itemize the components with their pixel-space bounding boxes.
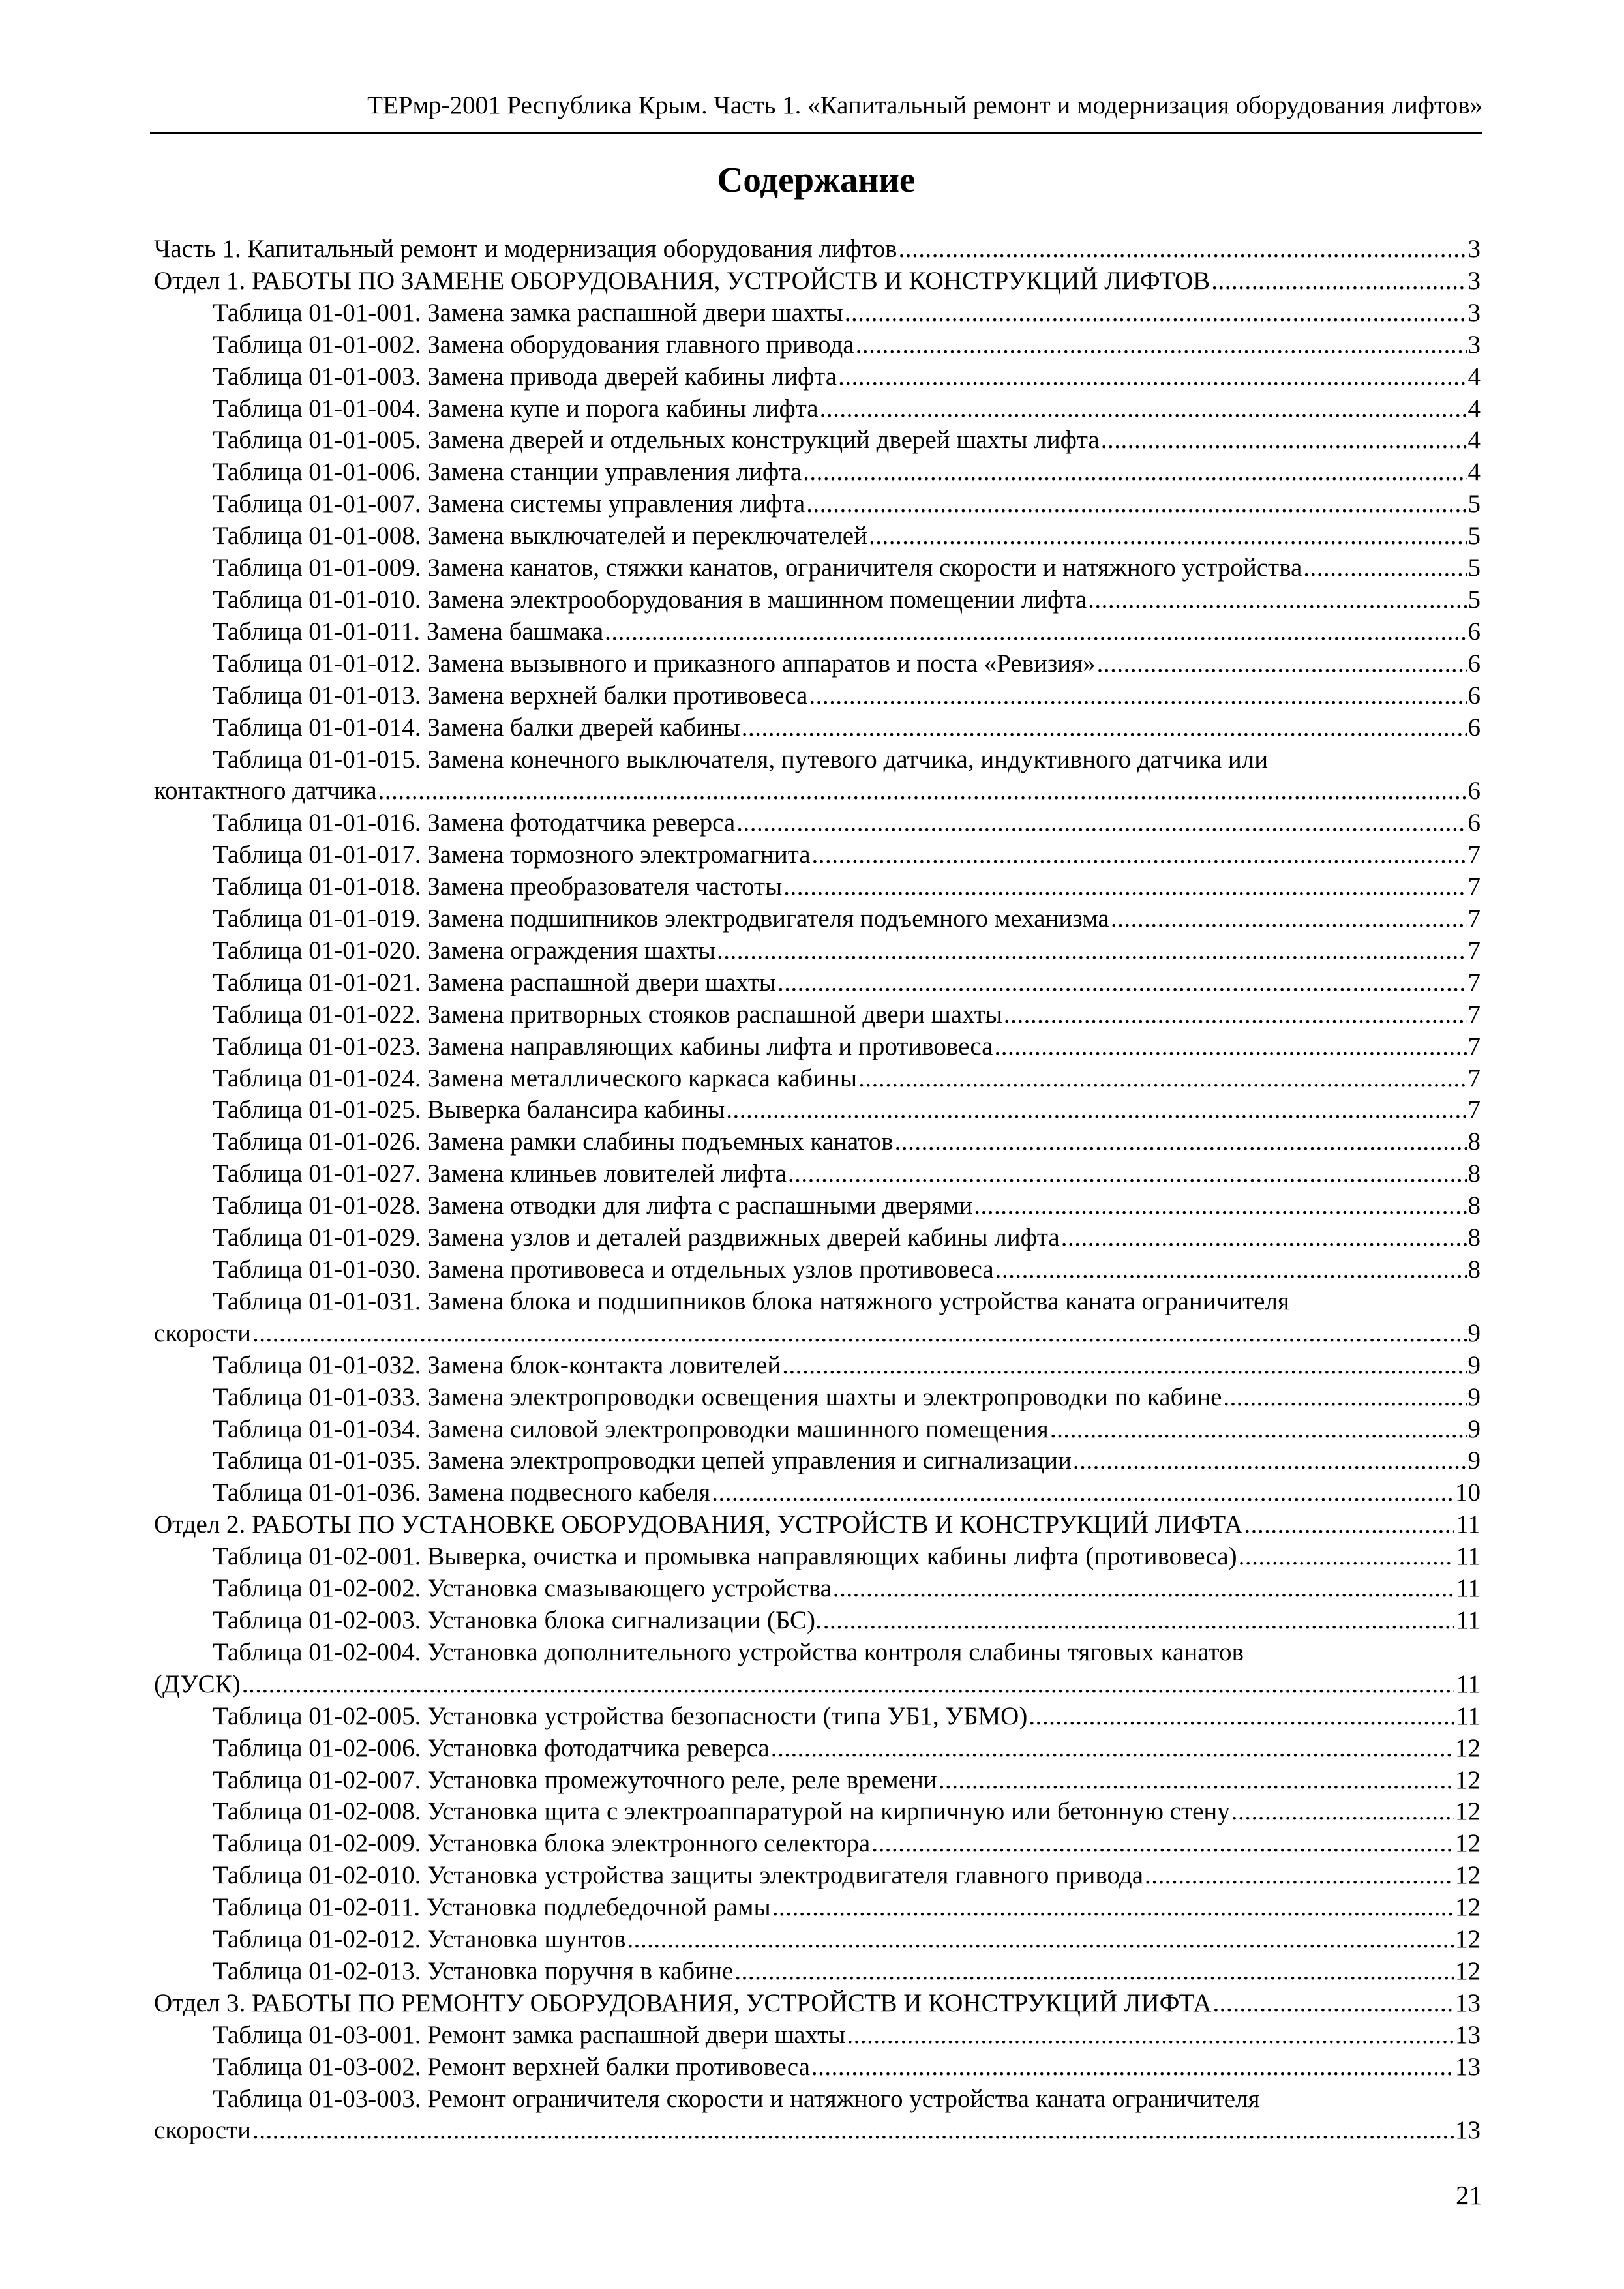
toc-page-number: 12 — [1455, 1765, 1481, 1794]
dot-leader — [782, 1350, 1466, 1382]
toc-table-entry[interactable] — [154, 2084, 1481, 2147]
toc-table-entry[interactable] — [154, 329, 1481, 361]
toc-table-entry[interactable] — [154, 393, 1481, 425]
dot-leader — [820, 393, 1467, 425]
toc-entry-title: Таблица 01-01-016. Замена фотодатчика реверса — [213, 809, 736, 837]
toc-entry-title: Таблица 01-01-028. Замена отводки для лифта с распашными дверями — [213, 1191, 973, 1220]
dot-leader — [838, 361, 1466, 393]
header-rule — [150, 132, 1482, 134]
toc-page-number: 7 — [1467, 841, 1481, 869]
toc-table-entry[interactable] — [154, 1477, 1481, 1509]
toc-table-entry[interactable] — [154, 2052, 1481, 2084]
toc-entry-title: Таблица 01-01-024. Замена металлического каркаса кабины — [213, 1064, 858, 1092]
toc-entry-title: Таблица 01-02-009. Установка блока электронного селектора — [213, 1829, 871, 1858]
toc-page-number: 7 — [1467, 1064, 1481, 1092]
toc-page-number: 6 — [1467, 649, 1481, 678]
toc-table-entry[interactable] — [154, 1924, 1481, 1956]
table-of-contents — [154, 233, 1481, 2147]
dot-leader — [869, 520, 1467, 552]
toc-page-number: 8 — [1467, 1128, 1481, 1156]
toc-table-entry[interactable] — [154, 297, 1481, 329]
toc-entry-title: Отдел 1. РАБОТЫ ПО ЗАМЕНЕ ОБОРУДОВАНИЯ, УСТРОЙСТВ И КОНСТРУКЦИЙ ЛИФТОВ — [154, 266, 1210, 295]
toc-page-number: 12 — [1455, 1733, 1481, 1762]
toc-page-number: 9 — [1467, 1414, 1481, 1443]
toc-page-number: 11 — [1456, 1542, 1481, 1571]
toc-table-entry[interactable] — [154, 1094, 1481, 1126]
toc-entry-title: Таблица 01-01-019. Замена подшипников электродвигателя подъемного механизма — [213, 905, 1109, 933]
toc-table-entry[interactable] — [154, 1733, 1481, 1765]
toc-page-number: 13 — [1455, 2020, 1481, 2049]
toc-entry-title: Таблица 01-01-033. Замена электропроводки освещения шахты и электропроводки по кабине — [213, 1383, 1222, 1411]
dot-leader — [1061, 1222, 1467, 1254]
dot-leader — [812, 839, 1467, 871]
toc-table-entry[interactable] — [154, 1286, 1481, 1350]
dot-leader — [994, 1031, 1466, 1063]
toc-table-entry[interactable] — [154, 1860, 1481, 1892]
toc-page-number: 7 — [1467, 968, 1481, 996]
toc-table-entry[interactable] — [154, 1605, 1481, 1637]
toc-entry-title: Таблица 01-01-022. Замена притворных стояков распашной двери шахты — [213, 1000, 1002, 1028]
dot-leader — [742, 712, 1467, 744]
toc-page-number: 4 — [1467, 394, 1481, 423]
dot-leader — [712, 1477, 1454, 1509]
toc-page-number: 11 — [1456, 1701, 1481, 1730]
dot-leader — [871, 1828, 1454, 1860]
toc-page-number: 13 — [1455, 1988, 1481, 2017]
toc-entry-title: скорости — [154, 1319, 251, 1347]
toc-table-entry[interactable] — [154, 839, 1481, 871]
toc-table-entry[interactable] — [154, 712, 1481, 744]
dot-leader — [939, 1765, 1454, 1797]
dot-leader — [783, 871, 1466, 903]
toc-entry-title: Таблица 01-01-011. Замена башмака — [213, 617, 604, 646]
toc-page-number: 6 — [1467, 617, 1481, 646]
toc-page-number: 3 — [1467, 266, 1481, 295]
toc-page-number: 12 — [1455, 1956, 1481, 1985]
toc-page-number: 11 — [1456, 1574, 1481, 1603]
dot-leader — [1239, 1541, 1455, 1573]
toc-entry-title: Таблица 01-03-002. Ремонт верхней балки противовеса — [213, 2052, 810, 2081]
toc-entry-title: Таблица 01-01-002. Замена оборудования главного привода — [213, 330, 854, 359]
toc-table-entry[interactable] — [154, 807, 1481, 839]
toc-page-number: 7 — [1467, 905, 1481, 933]
toc-entry-title: Таблица 01-01-014. Замена балки дверей кабины — [213, 713, 740, 741]
toc-entry-title: Часть 1. Капитальный ремонт и модернизация оборудования лифтов — [154, 235, 897, 263]
toc-entry-title: Таблица 01-02-002. Установка смазывающего устройства — [213, 1574, 832, 1603]
toc-table-entry[interactable] — [154, 680, 1481, 712]
toc-table-entry[interactable] — [154, 903, 1481, 935]
toc-table-entry[interactable] — [154, 456, 1481, 488]
toc-page-number: 8 — [1467, 1191, 1481, 1220]
toc-table-entry[interactable] — [154, 935, 1481, 967]
toc-table-entry[interactable] — [154, 361, 1481, 393]
toc-page-number: 7 — [1467, 1032, 1481, 1060]
toc-page-number: 6 — [1467, 777, 1481, 805]
toc-table-entry[interactable] — [154, 520, 1481, 552]
toc-entry-title: Таблица 01-01-021. Замена распашной двери шахты — [213, 968, 776, 996]
toc-page-number: 4 — [1467, 362, 1481, 391]
dot-leader — [252, 2115, 1454, 2147]
toc-page-number: 10 — [1455, 1478, 1481, 1507]
dot-leader — [1145, 1860, 1454, 1892]
toc-entry-title: Таблица 01-02-008. Установка щита с электроаппаратурой на кирпичную или бетонную стену — [213, 1797, 1230, 1826]
page-title: Содержание — [717, 160, 916, 200]
toc-entry-title: Таблица 01-02-003. Установка блока сигнализации (БС). — [213, 1606, 822, 1634]
toc-entry-title: Таблица 01-02-005. Установка устройства безопасности (типа УБ1, УБМО) — [213, 1701, 1028, 1730]
toc-page-number: 13 — [1455, 2116, 1481, 2145]
toc-table-entry[interactable] — [154, 2020, 1481, 2052]
toc-entry-title-line1: Таблица 01-02-004. Установка дополнительного устройства контроля слабины тяговых канатов — [213, 1638, 1244, 1666]
toc-entry-title: Таблица 01-01-025. Выверка балансира кабины — [213, 1096, 725, 1124]
toc-table-entry[interactable] — [154, 1063, 1481, 1095]
toc-section-entry[interactable] — [154, 233, 1481, 265]
toc-table-entry[interactable] — [154, 1414, 1481, 1446]
toc-table-entry[interactable] — [154, 488, 1481, 520]
dot-leader — [1088, 584, 1466, 616]
dot-leader — [811, 2052, 1454, 2084]
toc-entry-title: Таблица 01-01-004. Замена купе и порога кабины лифта — [213, 394, 819, 423]
toc-page-number: 5 — [1467, 490, 1481, 518]
dot-leader — [627, 1924, 1454, 1956]
toc-entry-title: Таблица 01-01-026. Замена рамки слабины подъемных канатов — [213, 1128, 894, 1156]
dot-leader — [777, 967, 1467, 999]
toc-table-entry[interactable] — [154, 1350, 1481, 1382]
dot-leader — [1029, 1701, 1454, 1733]
toc-entry-title: Таблица 01-01-032. Замена блок-контакта ловителей — [213, 1351, 781, 1379]
toc-table-entry[interactable] — [154, 616, 1481, 648]
toc-table-entry[interactable] — [154, 1956, 1481, 1988]
dot-leader — [1223, 1382, 1466, 1414]
dot-leader — [736, 807, 1466, 839]
dot-leader — [717, 935, 1467, 967]
toc-table-entry[interactable] — [154, 1828, 1481, 1860]
toc-page-number: 3 — [1467, 330, 1481, 359]
dot-leader — [1050, 1414, 1467, 1446]
toc-page-number: 12 — [1455, 1829, 1481, 1858]
dot-leader — [858, 1063, 1466, 1095]
toc-table-entry[interactable] — [154, 1796, 1481, 1828]
toc-entry-title: Таблица 01-01-010. Замена электрооборудования в машинном помещении лифта — [213, 585, 1087, 614]
toc-table-entry[interactable] — [154, 1031, 1481, 1063]
toc-entry-title: Таблица 01-01-034. Замена силовой электропроводки машинного помещения — [213, 1414, 1049, 1443]
toc-page-number: 9 — [1467, 1383, 1481, 1411]
toc-table-entry[interactable] — [154, 1126, 1481, 1158]
toc-section-entry[interactable] — [154, 1988, 1481, 2020]
toc-entry-title: Таблица 01-01-027. Замена клиньев ловителей лифта — [213, 1159, 787, 1188]
toc-entry-title: скорости — [154, 2116, 251, 2145]
toc-section-entry[interactable] — [154, 1509, 1481, 1541]
toc-table-entry[interactable] — [154, 1382, 1481, 1414]
dot-leader — [772, 1892, 1454, 1924]
dot-leader — [833, 1573, 1455, 1605]
toc-entry-title: Таблица 01-03-001. Ремонт замка распашной двери шахты — [213, 2020, 846, 2049]
toc-entry-title: Таблица 01-01-020. Замена ограждения шахты — [213, 936, 715, 965]
dot-leader — [856, 329, 1467, 361]
toc-entry-title: Таблица 01-01-036. Замена подвесного кабеля — [213, 1478, 711, 1507]
toc-page-number: 12 — [1455, 1893, 1481, 1922]
dot-leader — [788, 1158, 1467, 1190]
toc-page-number: 9 — [1467, 1319, 1481, 1347]
running-header: ТЕРмр-2001 Республика Крым. Часть 1. «Капитальный ремонт и модернизация оборудования лифтов» — [367, 91, 1482, 119]
dot-leader — [845, 297, 1467, 329]
toc-table-entry[interactable] — [154, 1765, 1481, 1797]
toc-entry-title: контактного датчика — [154, 777, 377, 805]
toc-page-number: 12 — [1455, 1925, 1481, 1954]
dot-leader — [726, 1094, 1466, 1126]
toc-entry-title: Таблица 01-01-013. Замена верхней балки противовеса — [213, 681, 808, 710]
toc-table-entry[interactable] — [154, 1222, 1481, 1254]
toc-entry-title: Таблица 01-02-011. Установка подлебедочной рамы — [213, 1893, 771, 1922]
toc-table-entry[interactable] — [154, 1254, 1481, 1286]
dot-leader — [1211, 265, 1466, 297]
toc-entry-title: (ДУСК) — [154, 1669, 241, 1698]
toc-table-entry[interactable] — [154, 1637, 1481, 1701]
toc-page-number: 4 — [1467, 458, 1481, 486]
toc-table-entry[interactable] — [154, 584, 1481, 616]
dot-leader — [823, 1605, 1455, 1637]
dot-leader — [734, 1956, 1454, 1988]
toc-page-number: 3 — [1467, 235, 1481, 263]
dot-leader — [995, 1254, 1467, 1286]
dot-leader — [1244, 1509, 1454, 1541]
dot-leader — [806, 488, 1466, 520]
toc-page-number: 12 — [1455, 1861, 1481, 1890]
toc-table-entry[interactable] — [154, 552, 1481, 584]
toc-entry-title: Таблица 01-02-007. Установка промежуточного реле, реле времени — [213, 1765, 937, 1794]
toc-entry-title: Отдел 3. РАБОТЫ ПО РЕМОНТУ ОБОРУДОВАНИЯ, УСТРОЙСТВ И КОНСТРУКЦИЙ ЛИФТА — [154, 1988, 1212, 2017]
toc-entry-title: Таблица 01-01-001. Замена замка распашной двери шахты — [213, 298, 843, 327]
toc-page-number: 4 — [1467, 426, 1481, 455]
dot-leader — [895, 1126, 1467, 1158]
toc-entry-title: Таблица 01-01-029. Замена узлов и деталей раздвижных дверей кабины лифта — [213, 1223, 1060, 1252]
toc-page-number: 8 — [1467, 1223, 1481, 1252]
dot-leader — [378, 775, 1467, 807]
toc-page-number: 6 — [1467, 809, 1481, 837]
toc-page-number: 12 — [1455, 1797, 1481, 1826]
dot-leader — [898, 233, 1466, 265]
toc-entry-title: Таблица 01-01-012. Замена вызывного и приказного аппаратов и поста «Ревизия» — [213, 649, 1096, 678]
toc-entry-title: Таблица 01-01-009. Замена канатов, стяжки канатов, ограничителя скорости и натяжного устройства — [213, 554, 1302, 582]
toc-entry-title: Таблица 01-02-006. Установка фотодатчика реверса — [213, 1733, 770, 1762]
toc-page-number: 11 — [1456, 1510, 1481, 1539]
toc-table-entry[interactable] — [154, 744, 1481, 808]
toc-entry-title: Таблица 01-01-023. Замена направляющих кабины лифта и противовеса — [213, 1032, 993, 1060]
toc-entry-title-line1: Таблица 01-03-003. Ремонт ограничителя скорости и натяжного устройства каната ограничителя — [213, 2084, 1260, 2113]
dot-leader — [847, 2020, 1454, 2052]
toc-page-number: 7 — [1467, 873, 1481, 901]
dot-leader — [1303, 552, 1466, 584]
toc-entry-title-line1: Таблица 01-01-031. Замена блока и подшипников блока натяжного устройства каната ограничителя — [213, 1287, 1289, 1315]
toc-table-entry[interactable] — [154, 1445, 1481, 1477]
toc-entry-title: Таблица 01-02-001. Выверка, очистка и промывка направляющих кабины лифта (противовеса) — [213, 1542, 1237, 1571]
toc-page-number: 5 — [1467, 585, 1481, 614]
dot-leader — [1073, 1445, 1467, 1477]
dot-leader — [809, 680, 1466, 712]
toc-page-number: 11 — [1456, 1669, 1481, 1698]
toc-entry-title: Таблица 01-02-013. Установка поручня в кабине — [213, 1956, 734, 1985]
toc-page-number: 9 — [1467, 1446, 1481, 1475]
toc-table-entry[interactable] — [154, 967, 1481, 999]
toc-page-number: 13 — [1455, 2052, 1481, 2081]
toc-entry-title: Таблица 01-02-012. Установка шунтов — [213, 1925, 626, 1954]
toc-entry-title: Таблица 01-01-035. Замена электропроводки цепей управления и сигнализации — [213, 1446, 1072, 1475]
dot-leader — [974, 1190, 1466, 1222]
dot-leader — [1213, 1988, 1454, 2020]
toc-page-number: 9 — [1467, 1351, 1481, 1379]
dot-leader — [1101, 425, 1467, 456]
toc-entry-title: Таблица 01-01-007. Замена системы управления лифта — [213, 490, 805, 518]
toc-entry-title: Таблица 01-01-017. Замена тормозного электромагнита — [213, 841, 811, 869]
dot-leader — [803, 456, 1466, 488]
toc-page-number: 5 — [1467, 522, 1481, 550]
dot-leader — [771, 1733, 1454, 1765]
dot-leader — [1097, 648, 1467, 680]
toc-page-number: 6 — [1467, 681, 1481, 710]
toc-page-number: 11 — [1456, 1606, 1481, 1634]
toc-table-entry[interactable] — [154, 648, 1481, 680]
toc-page-number: 3 — [1467, 298, 1481, 327]
toc-entry-title: Таблица 01-01-006. Замена станции управления лифта — [213, 458, 802, 486]
toc-page-number: 6 — [1467, 713, 1481, 741]
toc-table-entry[interactable] — [154, 1158, 1481, 1190]
toc-entry-title-line1: Таблица 01-01-015. Замена конечного выключателя, путевого датчика, индуктивного датчика или — [213, 745, 1269, 773]
toc-page-number: 5 — [1467, 554, 1481, 582]
toc-page-number: 8 — [1467, 1159, 1481, 1188]
toc-section-entry[interactable] — [154, 265, 1481, 297]
toc-table-entry[interactable] — [154, 1701, 1481, 1733]
toc-entry-title: Таблица 01-01-018. Замена преобразователя частоты — [213, 873, 783, 901]
dot-leader — [1111, 903, 1467, 935]
toc-table-entry[interactable] — [154, 871, 1481, 903]
toc-page-number: 7 — [1467, 1096, 1481, 1124]
dot-leader — [242, 1669, 1455, 1701]
dot-leader — [1004, 999, 1467, 1031]
toc-table-entry[interactable] — [154, 999, 1481, 1031]
toc-table-entry[interactable] — [154, 1573, 1481, 1605]
toc-page-number: 7 — [1467, 1000, 1481, 1028]
dot-leader — [605, 616, 1466, 648]
toc-table-entry[interactable] — [154, 425, 1481, 456]
toc-page-number: 8 — [1467, 1255, 1481, 1283]
page-number: 21 — [1456, 2180, 1482, 2210]
toc-entry-title: Таблица 01-01-005. Замена дверей и отдельных конструкций дверей шахты лифта — [213, 426, 1100, 455]
toc-entry-title: Таблица 01-01-003. Замена привода дверей кабины лифта — [213, 362, 837, 391]
toc-table-entry[interactable] — [154, 1190, 1481, 1222]
dot-leader — [1231, 1796, 1454, 1828]
dot-leader — [252, 1318, 1467, 1350]
toc-table-entry[interactable] — [154, 1892, 1481, 1924]
toc-page-number: 7 — [1467, 936, 1481, 965]
toc-entry-title: Таблица 01-01-030. Замена противовеса и отдельных узлов противовеса — [213, 1255, 994, 1283]
toc-entry-title: Отдел 2. РАБОТЫ ПО УСТАНОВКЕ ОБОРУДОВАНИЯ, УСТРОЙСТВ И КОНСТРУКЦИЙ ЛИФТА — [154, 1510, 1243, 1539]
toc-entry-title: Таблица 01-01-008. Замена выключателей и переключателей — [213, 522, 867, 550]
toc-table-entry[interactable] — [154, 1541, 1481, 1573]
toc-entry-title: Таблица 01-02-010. Установка устройства защиты электродвигателя главного привода — [213, 1861, 1144, 1890]
